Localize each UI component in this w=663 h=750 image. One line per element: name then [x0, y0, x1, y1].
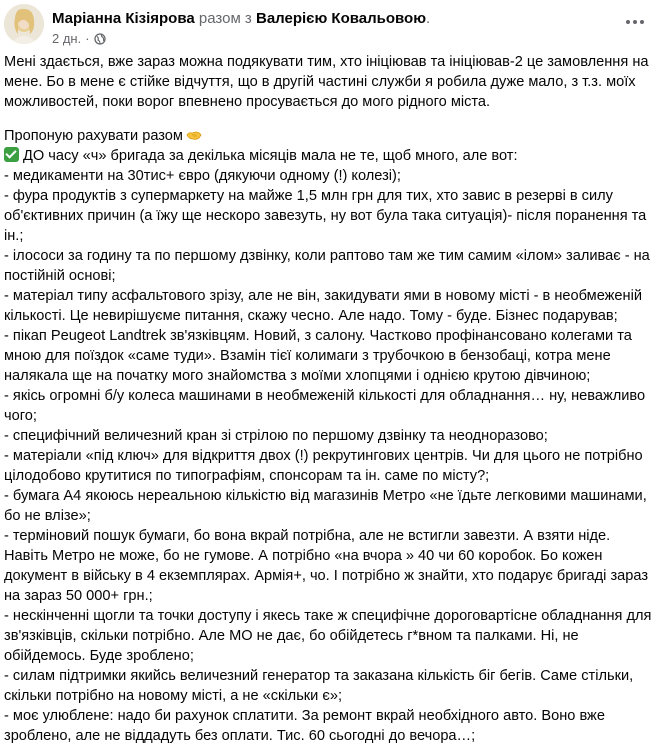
post-time[interactable]: 2 дн.: [52, 31, 82, 46]
list-item: - терміновий пошук бумаги, бо вона вкрай потрібна, але не встигли завезти. А взяти ніде. Навіть Метро не може, бо не гумове. А потрібно «на вчора » 40 чи 60 коробок. Бо кожен документ в війську в 4 екземплярах. Армія+, чо. І потрібно ж знайти, хто подарує бригаді зараз на зараз 50 000+ грн.;: [4, 528, 649, 604]
paragraph-gap: [4, 112, 656, 126]
post-header: [0, 0, 663, 54]
list-item-text: ДО часу «ч» бригада за декілька місяців мала не те, щоб много, але вот:: [23, 148, 518, 164]
list-item: - медикаменти на 30тис+ євро (дякуючи одному (!) колезі);: [4, 168, 401, 184]
author-line: [52, 10, 430, 28]
more-dot: [640, 20, 644, 24]
author-avatar[interactable]: [4, 4, 44, 44]
list-item: - моє улюблене: надо би рахунок сплатити. За ремонт вкрай необхідного авто. Воно вже зроблено, але не віддадуть без оплати. Тис. 60 сьогодні до вечора…;: [4, 708, 605, 744]
count-text: Пропоную рахувати разом: [4, 128, 183, 144]
more-dot: [633, 20, 637, 24]
tagged-person[interactable]: Валерією Ковальовою: [255, 10, 427, 27]
more-options-button[interactable]: [623, 14, 647, 30]
list-item: - пікап Peugeot Landtrek зв'язківцям. Новий, з салону. Частково профінансовано колегами та мною для поїздок «саме туди». Взамін тієї колимаги з трубочкою в бензобаці, котра мене налякала ще на початку мого знайомства з моїми хлопцями і однією крутою дівчиною;: [4, 328, 632, 384]
list-item: - силам підтримки якийсь величезний генератор та заказана кількість біг бегів. Саме стільки, скільки потрібно на новому місті, а не «скільки є»;: [4, 668, 634, 704]
period: .: [426, 10, 431, 27]
list-item: - якісь огромні б/у колеса машинами в необмеженій кількості для обладнання… ну, неважливо чого;: [4, 388, 646, 424]
post-body: [4, 52, 656, 746]
meta-separator: ·: [85, 31, 90, 46]
post-intro: Мені здається, вже зараз можна подякувати тим, хто ініціював та ініціював-2 це замовлення на мене. Бо в мене є стійке відчуття, що в другій частині служби я робила дуже мало, з т.з. моїх можливостей, поки ворог впевнено просувається до мого рідного міста.: [4, 54, 649, 110]
list-item: - матеріали «під ключ» для відкриття двох (!) рекрутингових центрів. Чи для цього не потрібно цілодобово крутитися по типографіям, спонсорам та ін. саме по місту?;: [4, 448, 643, 484]
list-item: - нескінченні щогли та точки доступу і якесь таке ж специфічне дороговартісне обладнання для зв'язківців, скільки потрібно. Але МО не дає, бо обійдетесь г*вном та палками. Ні, не обійдемось. Буде зроблено;: [4, 608, 652, 664]
count-line: [4, 126, 656, 146]
author-name[interactable]: Маріанна Кізіярова: [52, 10, 195, 27]
handshake-emoji-icon: [186, 127, 202, 138]
check-mark-icon: [4, 147, 19, 162]
list-item: - бумага А4 якоюсь нереальною кількістю від магазинів Метро «не їдьте легковими машинами, бо не влізе»;: [4, 488, 647, 524]
more-horizontal-icon: [626, 20, 630, 24]
with-text: разом з: [194, 10, 256, 27]
post-meta: [52, 31, 106, 47]
list-item: - фура продуктів з супермаркету на майже 1,5 млн грн для тих, хто завис в резерві в силу об'єктивних причин (а їжу ще нескоро завезуть, ну вот була така ситуація)- після поранення та ін.;: [4, 188, 647, 244]
globe-icon: [94, 33, 106, 45]
list-item: - ілососи за годину та по першому дзвінку, коли раптово там же тим самим «ілом» заливає - на постійній основі;: [4, 248, 650, 284]
list-item: - специфічний величезний кран зі стрілою по першому дзвінку та неодноразово;: [4, 428, 548, 444]
list-item: - матеріал типу асфальтового зрізу, але не він, закидувати ями в новому місті - в необмеженій кількості. Це невирішуєме питання, скажу чесно. Але надо. Тому - буде. Бізнес подарував;: [4, 288, 642, 324]
list-item: [4, 146, 656, 166]
